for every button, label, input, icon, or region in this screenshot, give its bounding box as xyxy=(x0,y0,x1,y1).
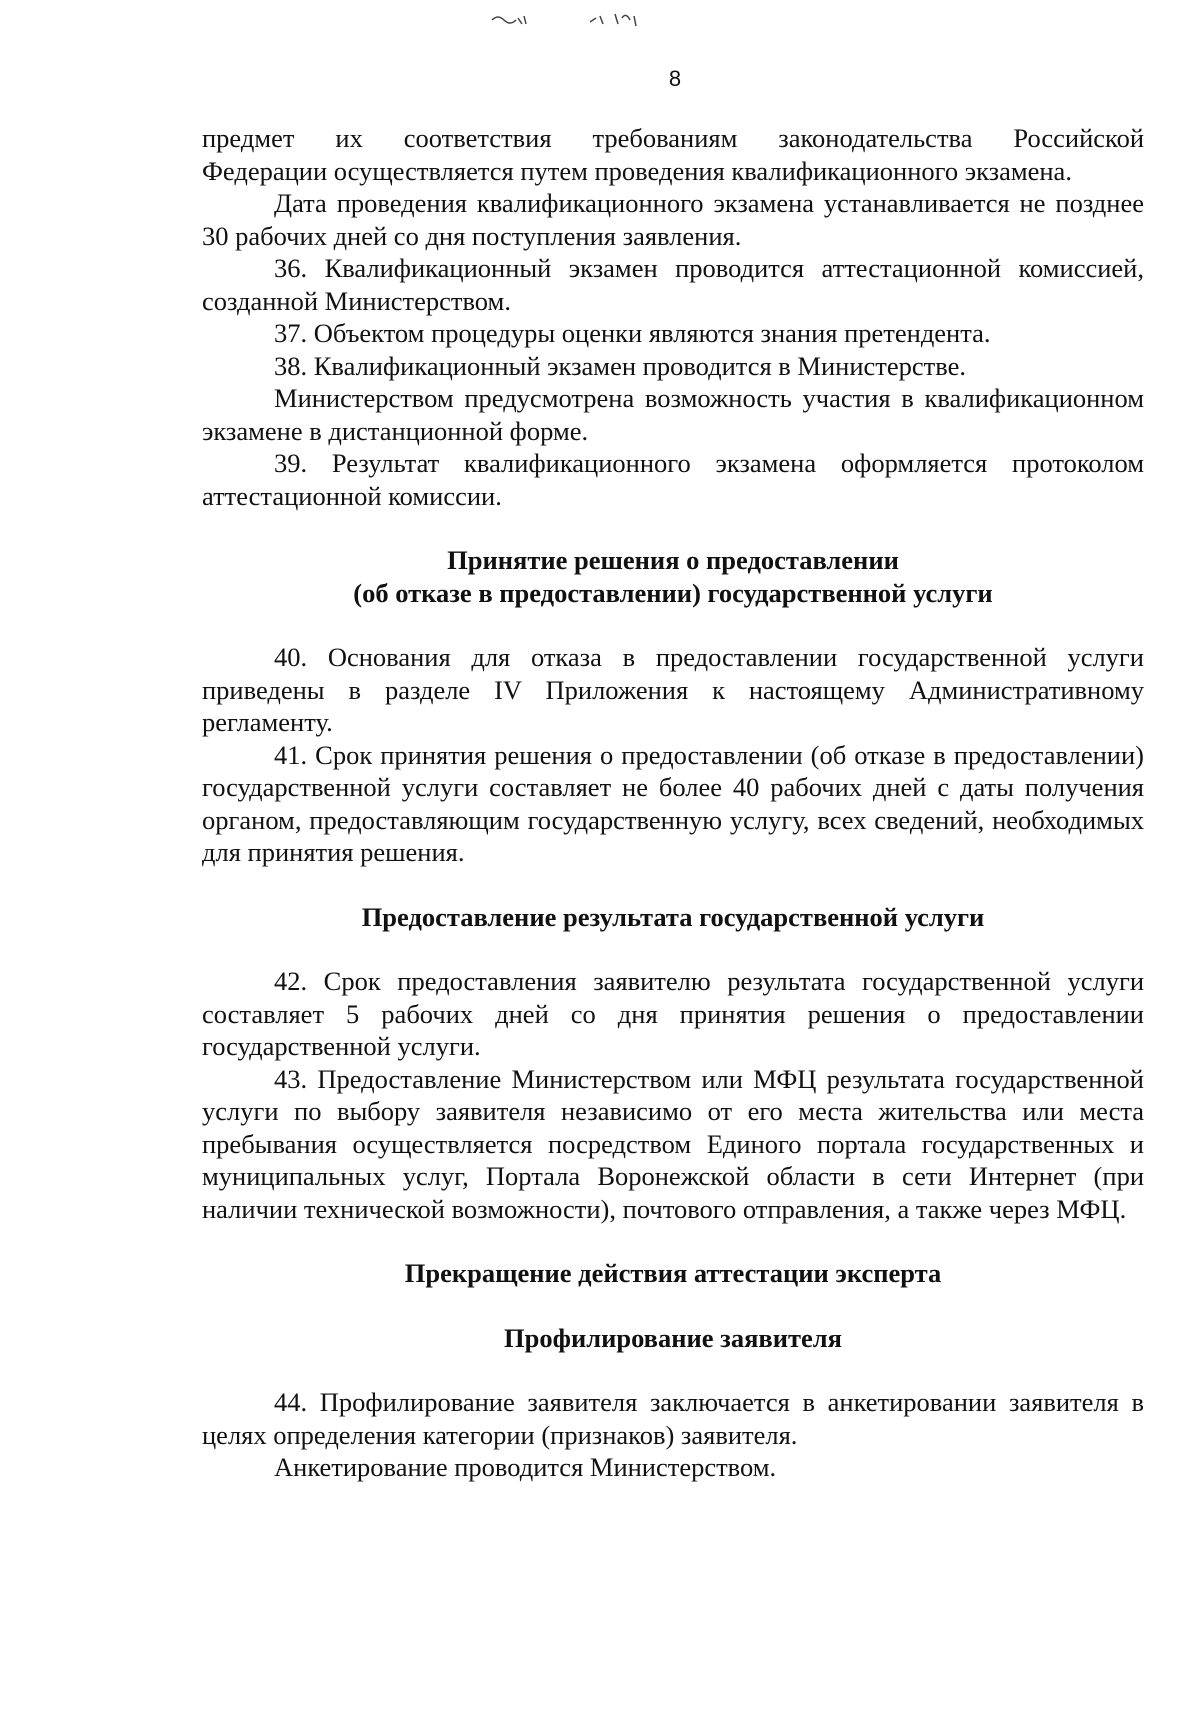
scan-artifact-marks xyxy=(490,10,730,30)
paragraph-44: 44. Профилирование заявителя заключается в анкетировании заявителя в целях определения категории (признаков) заявителя. xyxy=(202,1387,1144,1450)
heading-termination: Прекращение действия аттестации эксперта xyxy=(404,1258,942,1288)
paragraph-42: 42. Срок предоставления заявителю результата государственной услуги составляет 5 рабочих дней со дня принятия решения о предоставлении государственной услуги. xyxy=(202,966,1144,1061)
heading-result: Предоставление результата государственной услуги xyxy=(361,901,985,932)
paragraph-44-survey: Анкетирование проводится Министерством. xyxy=(274,1452,777,1482)
page-number: 8 xyxy=(668,66,682,91)
paragraph-38: 38. Квалификационный экзамен проводится в Министерстве. xyxy=(274,350,966,381)
paragraph-intro-line-2: Федерации осуществляется путем проведения квалификационного экзамена. xyxy=(202,155,1072,186)
heading-decision-line-1: Принятие решения о предоставлении xyxy=(447,545,899,575)
document-body xyxy=(202,122,1144,1484)
paragraph-36: 36. Квалификационный экзамен проводится аттестационной комиссией, созданной Министерством. xyxy=(202,253,1144,316)
paragraph-41: 41. Срок принятия решения о предоставлении (об отказе в предоставлении) государственной услуги составляет не более 40 рабочих дней с даты получения органом, предоставляющим государственную услугу, всех сведений, необходимых для принятия решения. xyxy=(202,739,1144,867)
paragraph-37: 37. Объектом процедуры оценки являются знания претендента. xyxy=(274,318,991,348)
paragraph-intro-line-1: предмет их соответствия требованиям законодательства Российской xyxy=(202,123,1144,153)
paragraph-38-remote: Министерством предусмотрена возможность участия в квалификационном экзамене в дистанционной форме. xyxy=(202,383,1144,446)
heading-decision-line-2: (об отказе в предоставлении) государственной услуги xyxy=(353,577,993,608)
paragraph-40: 40. Основания для отказа в предоставлении государственной услуги приведены в разделе IV Приложения к настоящему Административному регламенту. xyxy=(202,642,1144,737)
paragraph-exam-date: Дата проведения квалификационного экзамена устанавливается не позднее 30 рабочих дней со дня поступления заявления. xyxy=(202,188,1144,251)
paragraph-39: 39. Результат квалификационного экзамена оформляется протоколом аттестационной комиссии. xyxy=(202,448,1144,511)
heading-profiling: Профилирование заявителя xyxy=(504,1322,842,1353)
paragraph-43: 43. Предоставление Министерством или МФЦ результата государственной услуги по выбору заявителя независимо от его места жительства или места пребывания осуществляется посредством Единого портала государственных и муниципальных услуг, Портала Воронежской области в сети Интернет (при наличии технической возможности), почтового отправления, а также через МФЦ. xyxy=(202,1063,1144,1224)
